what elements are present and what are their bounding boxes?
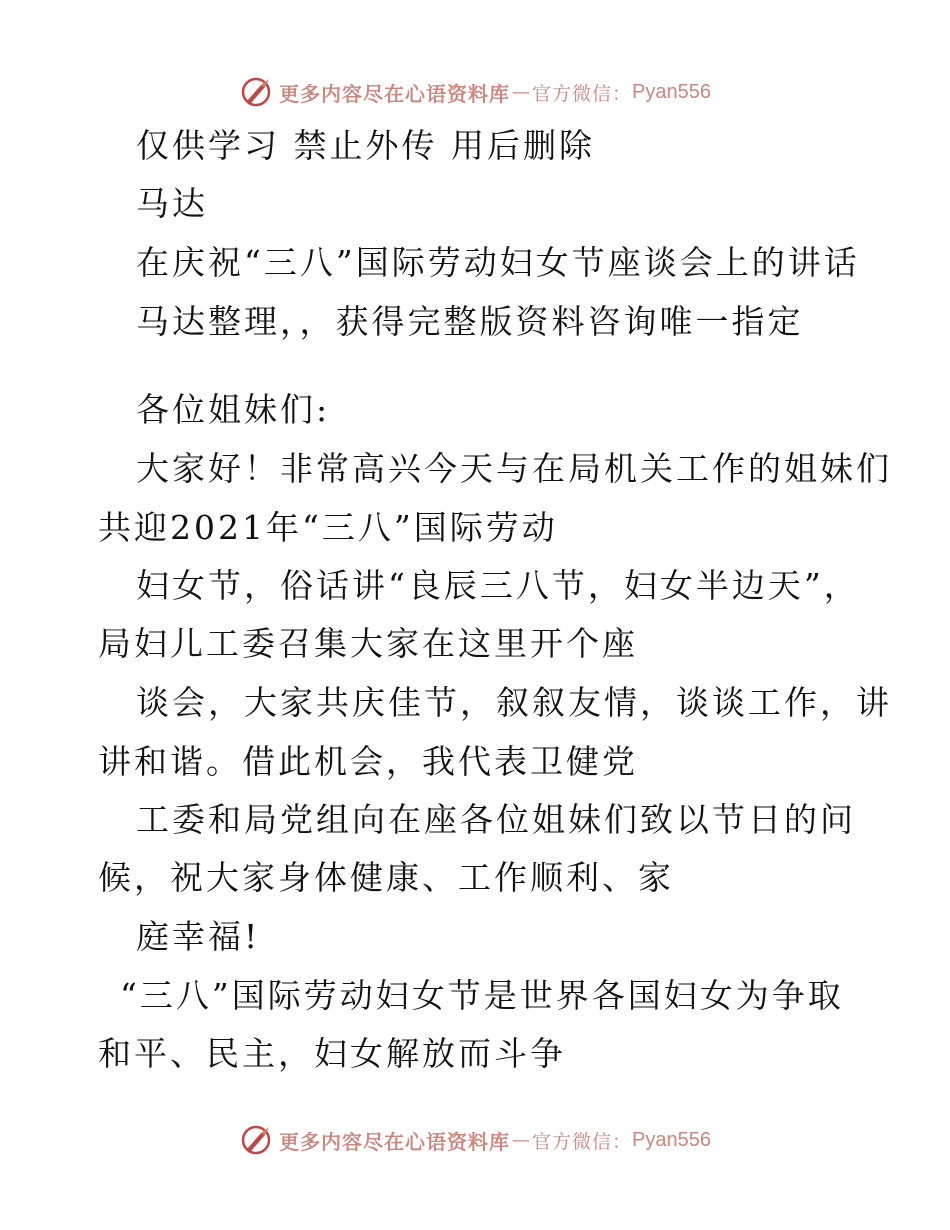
banner-brand-text: 更多内容尽在心语资料库 [279,81,510,106]
body-line: 讲和谐。借此机会，我代表卫健党 [98,742,638,781]
banner-wechat-label: 官方微信： [532,1130,633,1153]
body-line: 和平、民主，妇女解放而斗争 [98,1034,566,1073]
banner-dash: — [512,81,530,103]
body-line: 候，祝大家身体健康、工作顺利、家 [98,858,674,897]
author-line: 马达 [136,184,208,223]
body-line: 大家好！非常高兴今天与在局机关工作的姐妹们 [136,449,892,488]
body-line: 共迎2021年“三八”国际劳动 [98,508,558,547]
banner-dash: — [512,1129,530,1151]
body-line: 谈会，大家共庆佳节，叙叙友情，谈谈工作，讲 [136,683,892,722]
title-line: 在庆祝“三八”国际劳动妇女节座谈会上的讲话 [136,243,860,282]
banner-wechat-label: 官方微信： [532,82,633,105]
footer-banner [0,1120,950,1160]
banner-wechat-id: Pyan556 [632,1128,711,1151]
quill-logo-icon [239,75,273,109]
banner-brand-text: 更多内容尽在心语资料库 [279,1129,510,1154]
source-line: 马达整理，，获得完整版资料咨询唯一指定 [136,302,804,341]
body-line: 局妇儿工委召集大家在这里开个座 [98,624,638,663]
quill-logo-icon [239,1123,273,1157]
body-line: 妇女节，俗话讲“良辰三八节，妇女半边天”， [136,566,860,605]
banner-wechat-id: Pyan556 [632,80,711,103]
header-banner [0,72,950,112]
body-line: 工委和局党组向在座各位姐妹们致以节日的问 [136,800,856,839]
body-line: “三八”国际劳动妇女节是世界各国妇女为争取 [120,976,844,1015]
notice-line: 仅供学习 禁止外传 用后删除 [136,126,595,165]
body-line: 庭幸福! [136,917,261,956]
greeting-line: 各位姐妹们: [136,390,331,429]
